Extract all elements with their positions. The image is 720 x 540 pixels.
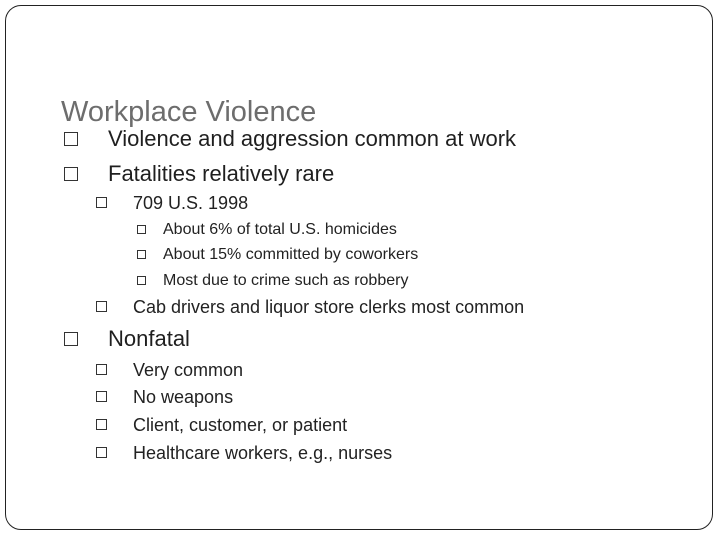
bullet-violence-aggression <box>64 126 684 152</box>
bullet-709-us-1998 <box>96 192 676 214</box>
bullet-no-weapons <box>96 386 676 408</box>
bullet-very-common <box>96 359 676 381</box>
bullet-text: Most due to crime such as robbery <box>163 272 409 289</box>
bullet-text: No weapons <box>133 387 234 407</box>
bullet-client-customer-patient <box>96 414 676 436</box>
bullet-text: Very common <box>133 360 244 380</box>
bullet-text: Cab drivers and liquor store clerks most common <box>133 297 525 317</box>
hollow-square-bullet-icon <box>96 419 107 430</box>
bullet-text: Client, customer, or patient <box>133 415 348 435</box>
hollow-square-bullet-icon <box>96 364 107 375</box>
bullet-healthcare-workers <box>96 442 676 464</box>
bullet-text: Fatalities relatively rare <box>108 161 335 186</box>
hollow-square-bullet-icon <box>96 301 107 312</box>
bullet-crime-robbery <box>137 271 677 291</box>
bullet-6-percent-homicides <box>137 220 677 240</box>
bullet-text: Healthcare workers, e.g., nurses <box>133 443 393 463</box>
bullet-fatalities <box>64 161 684 187</box>
hollow-square-bullet-icon <box>137 250 146 259</box>
hollow-square-bullet-icon <box>96 197 107 208</box>
hollow-square-bullet-icon <box>64 167 78 181</box>
bullet-text: About 15% committed by coworkers <box>163 246 419 263</box>
hollow-square-bullet-icon <box>96 447 107 458</box>
bullet-15-percent-coworkers <box>137 245 677 265</box>
slide-title: Workplace Violence <box>61 96 317 128</box>
hollow-square-bullet-icon <box>137 225 146 234</box>
hollow-square-bullet-icon <box>137 276 146 285</box>
bullet-cab-drivers <box>96 296 696 318</box>
bullet-text: About 6% of total U.S. homicides <box>163 221 397 238</box>
hollow-square-bullet-icon <box>64 132 78 146</box>
bullet-text: Nonfatal <box>108 326 190 351</box>
bullet-text: Violence and aggression common at work <box>108 126 517 151</box>
hollow-square-bullet-icon <box>96 391 107 402</box>
bullet-text: 709 U.S. 1998 <box>133 193 249 213</box>
hollow-square-bullet-icon <box>64 332 78 346</box>
bullet-nonfatal <box>64 326 684 352</box>
